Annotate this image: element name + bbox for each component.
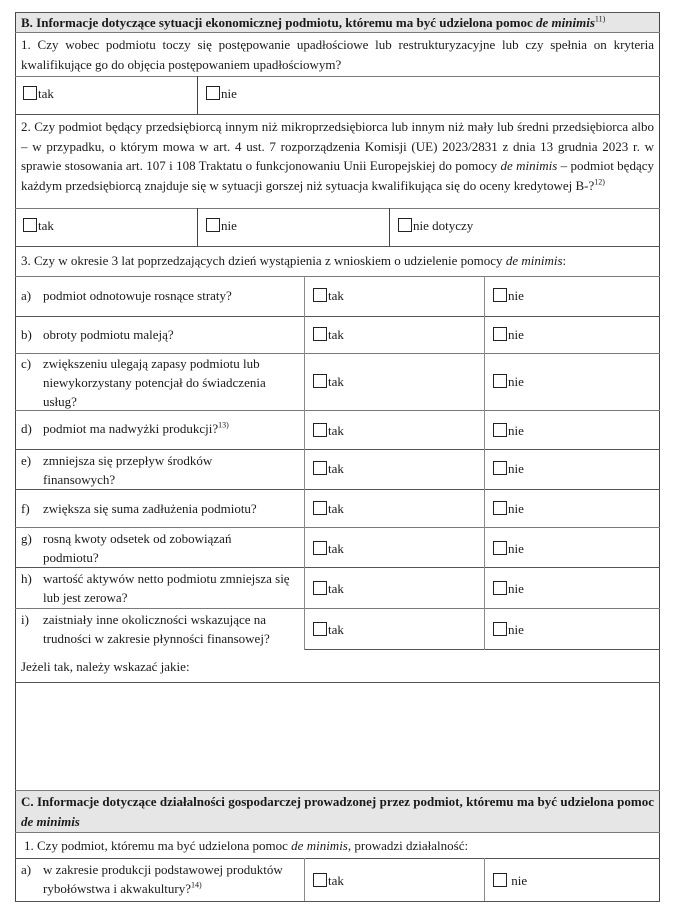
subq-letter: a) (21, 862, 32, 877)
checkbox-icon[interactable] (313, 461, 327, 475)
q3a-option-nie[interactable] (493, 288, 524, 302)
q3-subquestion-c (21, 354, 291, 411)
checkbox-icon[interactable] (313, 327, 327, 341)
q3g-option-nie[interactable] (493, 541, 524, 555)
subq-text: zaistniały inne okoliczności wskazujące na trudności w zakresie płynności finansowej? (43, 612, 270, 646)
subq-letter: c) (21, 356, 32, 371)
subq-text: zmniejsza się przepływ środków finansowych? (43, 453, 213, 487)
option-label: nie (508, 501, 524, 516)
checkbox-icon[interactable] (493, 873, 507, 887)
subq-letter: b) (21, 327, 32, 342)
option-label: nie (508, 873, 528, 888)
border-right (659, 12, 660, 902)
if-yes-label (15, 657, 660, 679)
checkbox-icon[interactable] (206, 86, 220, 100)
section-b-title: B. Informacje dotyczące sytuacji ekonomicznej podmiotu, któremu ma być udzielona pomoc (21, 15, 537, 30)
border-left (15, 12, 16, 902)
section-c-title-italic: de minimis (21, 814, 80, 829)
option-label: tak (328, 501, 344, 516)
option-label: tak (328, 581, 344, 596)
option-label: tak (328, 461, 344, 476)
subq-letter: a) (21, 288, 32, 303)
option-label: tak (328, 374, 344, 389)
q3f-option-tak[interactable] (313, 501, 344, 515)
subq-text: podmiot ma nadwyżki produkcji? (43, 421, 219, 436)
footnote-ref: 13) (218, 420, 229, 430)
checkbox-icon[interactable] (313, 541, 327, 555)
checkbox-icon[interactable] (313, 374, 327, 388)
option-label: tak (328, 423, 344, 438)
option-label: tak (328, 327, 344, 342)
subq-letter: e) (21, 453, 32, 468)
option-label: nie (508, 622, 524, 637)
option-label: tak (328, 873, 344, 888)
subq-letter: d) (21, 421, 32, 436)
checkbox-icon[interactable] (493, 581, 507, 595)
subq-text: podmiot odnotowuje rosnące straty? (43, 288, 232, 303)
option-label: nie (508, 327, 524, 342)
divider (15, 489, 660, 490)
divider (15, 682, 660, 683)
divider (15, 12, 660, 13)
divider (15, 32, 660, 33)
option-label: tak (38, 218, 54, 233)
divider (304, 276, 305, 650)
checkbox-icon[interactable] (493, 374, 507, 388)
q3-subquestion-i (21, 610, 297, 648)
checkbox-icon[interactable] (493, 501, 507, 515)
q3i-option-tak[interactable] (313, 622, 344, 636)
q3b-option-tak[interactable] (313, 327, 344, 341)
italic-term: de minimis (500, 158, 558, 173)
q3-subquestion-f (21, 499, 297, 518)
question-3-label: 3. Czy w okresie 3 lat poprzedzających dzień wystąpienia z wnioskiem o udzielenie pomocy (21, 253, 506, 268)
question-3-text (15, 247, 660, 276)
divider (15, 114, 660, 115)
checkbox-icon[interactable] (313, 501, 327, 515)
q3d-option-nie[interactable] (493, 423, 524, 437)
q3i-option-nie[interactable] (493, 622, 524, 636)
divider (15, 832, 660, 833)
subq-text: zwiększa się suma zadłużenia podmiotu? (43, 501, 257, 516)
divider (484, 858, 485, 901)
divider (15, 208, 660, 209)
divider (15, 353, 660, 354)
footnote-ref: 11) (594, 14, 606, 24)
q2-option-nie[interactable] (206, 218, 237, 232)
checkbox-icon[interactable] (206, 218, 220, 232)
divider (304, 649, 660, 650)
checkbox-icon[interactable] (398, 218, 412, 232)
checkbox-icon[interactable] (23, 218, 37, 232)
divider (197, 76, 198, 114)
q2-option-nie-dotyczy[interactable] (398, 218, 473, 232)
divider (484, 276, 485, 650)
checkbox-icon[interactable] (493, 541, 507, 555)
divider (15, 608, 660, 609)
divider (15, 316, 660, 317)
option-label: nie (508, 423, 524, 438)
question-2-label: 2. Czy podmiot będący przedsiębiorcą innym niż mikroprzedsiębiorca lub innym niż mały lub średni przedsiębiorca albo – w przypadku, o którym mowa w art. 4 ust. 7 rozporządzenia Komisji (UE) 2023/2831 z dnia 13 grudnia 2023 r. w sprawie stosowania art. 107 i 108 Traktatu o funkcjonowaniu Unii Europejskiej do pomocy (21, 119, 654, 173)
checkbox-icon[interactable] (313, 873, 327, 887)
option-label: nie (221, 86, 237, 101)
question-2-label-cont: – podmiot będący każdym przedsiębiorcą znajduje się w sytuacji gorszej niż sytuacja kwalifikująca się do oceny kredytowej B-? (21, 158, 654, 193)
checkbox-icon[interactable] (313, 288, 327, 302)
divider (389, 208, 390, 246)
q3-subquestion-g (21, 529, 261, 567)
option-label: tak (38, 86, 54, 101)
section-c-title: C. Informacje dotyczące działalności gospodarczej prowadzonej przez podmiot, któremu ma być udzielona pomoc (21, 794, 654, 809)
q3e-option-tak[interactable] (313, 461, 344, 475)
if-yes-textarea[interactable] (17, 684, 662, 792)
q1-option-tak[interactable] (23, 86, 54, 100)
footnote-ref: 12) (594, 177, 605, 187)
divider (15, 858, 660, 859)
subq-text: rosną kwoty odsetek od zobowiązań podmiotu? (43, 531, 232, 565)
checkbox-icon[interactable] (493, 622, 507, 636)
c-q1-subquestion-a (21, 860, 297, 898)
q3-subquestion-h (21, 569, 297, 607)
q3h-option-tak[interactable] (313, 581, 344, 595)
divider (15, 527, 660, 528)
q3d-option-tak[interactable] (313, 423, 344, 437)
divider (304, 858, 305, 901)
subq-text: wartość aktywów netto podmiotu zmniejsza się lub jest zerowa? (43, 571, 290, 605)
section-c-header (15, 791, 660, 832)
q3b-option-nie[interactable] (493, 327, 524, 341)
checkbox-icon[interactable] (313, 581, 327, 595)
divider (197, 208, 198, 246)
c-question-1-label: 1. Czy podmiot, któremu ma być udzielona pomoc (24, 838, 292, 853)
option-label: nie (508, 374, 524, 389)
checkbox-icon[interactable] (493, 423, 507, 437)
question-1-text (15, 33, 660, 76)
section-b-header (15, 12, 660, 32)
italic-term: de minimis (291, 838, 348, 853)
q3f-option-nie[interactable] (493, 501, 524, 515)
divider (15, 449, 660, 450)
c-question-1-text (15, 833, 660, 858)
subq-letter: f) (21, 501, 30, 516)
subq-letter: h) (21, 571, 32, 586)
subq-text: obroty podmiotu maleją? (43, 327, 174, 342)
divider (15, 276, 660, 277)
option-label: nie dotyczy (413, 218, 474, 233)
italic-term: de minimis (505, 253, 563, 268)
checkbox-icon[interactable] (493, 461, 507, 475)
q3-subquestion-e (21, 451, 231, 489)
checkbox-icon[interactable] (313, 622, 327, 636)
checkbox-icon[interactable] (313, 423, 327, 437)
q3-subquestion-d (21, 419, 297, 438)
q3-subquestion-a (21, 286, 297, 305)
subq-letter: g) (21, 531, 32, 546)
q3h-option-nie[interactable] (493, 581, 524, 595)
subq-text: zwiększeniu ulegają zapasy podmiotu lub niewykorzystany potencjał do świadczenia usług? (43, 356, 266, 409)
c-q1a-option-nie[interactable] (493, 873, 527, 887)
footnote-ref: 14) (191, 880, 202, 890)
q3a-option-tak[interactable] (313, 288, 344, 302)
option-label: nie (508, 581, 524, 596)
divider (15, 246, 660, 247)
q3g-option-tak[interactable] (313, 541, 344, 555)
section-b-title-italic: de minimis (536, 15, 595, 30)
subq-letter: i) (21, 612, 29, 627)
q3c-option-nie[interactable] (493, 374, 524, 388)
c-question-1-label-cont: , prowadzi działalność: (347, 838, 469, 853)
q3c-option-tak[interactable] (313, 374, 344, 388)
subq-text: w zakresie produkcji podstawowej produktów rybołówstwa i akwakultury? (43, 862, 283, 896)
q2-option-tak[interactable] (23, 218, 54, 232)
q1-option-nie[interactable] (206, 86, 237, 100)
option-label: nie (221, 218, 237, 233)
divider (15, 790, 660, 791)
question-3-label-cont: : (562, 253, 567, 268)
q3e-option-nie[interactable] (493, 461, 524, 475)
checkbox-icon[interactable] (493, 327, 507, 341)
divider (15, 76, 660, 77)
if-yes-text: Jeżeli tak, należy wskazać jakie: (21, 659, 190, 674)
option-label: tak (328, 622, 344, 637)
divider (15, 567, 660, 568)
divider (15, 410, 660, 411)
option-label: tak (328, 541, 344, 556)
checkbox-icon[interactable] (23, 86, 37, 100)
option-label: tak (328, 288, 344, 303)
divider (15, 901, 660, 902)
checkbox-icon[interactable] (493, 288, 507, 302)
q3-subquestion-b (21, 325, 297, 344)
option-label: nie (508, 541, 524, 556)
c-q1a-option-tak[interactable] (313, 873, 344, 887)
option-label: nie (508, 288, 524, 303)
question-1-label: 1. Czy wobec podmiotu toczy się postępowanie upadłościowe lub restrukturyzacyjne lub czy spełnia on kryteria kwalifikujące go do objęcia postępowaniem upadłościowym? (21, 37, 654, 72)
question-2-text (15, 115, 660, 208)
option-label: nie (508, 461, 524, 476)
